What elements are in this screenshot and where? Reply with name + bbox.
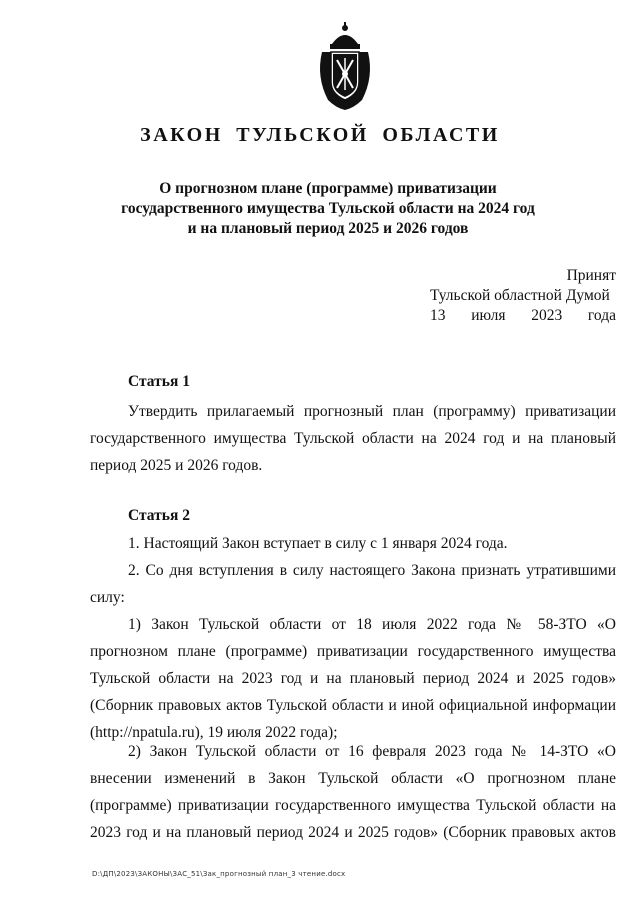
article-2-item-1: 1) Закон Тульской области от 18 июля 2022 года № 58-ЗТО «О прогнозном плане (программе) приватизации государственного имущества Тульской области на 2023 год и на плановый период 2024 и 2025 годов» (Сборник правовых актов Тульской области и иной официальной информации (http://npatula.ru), 19 июля 2022 года); <box>90 616 616 741</box>
article-2-paragraph-1: 1. Настоящий Закон вступает в силу с 1 января 2024 года. <box>128 535 508 552</box>
article-1-heading: Статья 1 <box>128 373 190 390</box>
article-2-item-2: 2) Закон Тульской области от 16 февраля 2023 года № 14-ЗТО «О внесении изменений в Закон Тульской области «О прогнозном плане (программе) приватизации государственного имущества Тульской области на 2023 год и на плановый период 2024 и 2025 годов» (Сборник правовых актов <box>90 743 616 841</box>
adopted-by: Тульской областной Думой <box>430 287 610 304</box>
article-2-heading: Статья 2 <box>128 507 190 524</box>
adoption-day: 13 <box>430 307 446 324</box>
adoption-month: июля <box>471 307 506 324</box>
law-subtitle <box>90 179 566 239</box>
adoption-year: 2023 <box>531 307 563 324</box>
coat-of-arms-icon <box>314 22 376 112</box>
law-title: ЗАКОН ТУЛЬСКОЙ ОБЛАСТИ <box>140 124 500 146</box>
article-1-text: Утвердить прилагаемый прогнозный план (программу) приватизации государственного имущества Тульской области на 2024 год и на плановый период 2025 и 2026 годов. <box>90 403 616 474</box>
article-2-paragraph-2: 2. Со дня вступления в силу настоящего Закона признать утратившими силу: <box>90 562 616 606</box>
subtitle-line: О прогнозном плане (программе) приватизации <box>159 180 497 197</box>
adopted-label: Принят <box>566 267 616 284</box>
file-path-footer: D:\ДП\2023\ЗАКОНЫ\ЗАС_51\Зак_прогнозный план_3 чтение.docx <box>92 870 346 878</box>
adoption-date <box>430 306 616 326</box>
adoption-year-word: года <box>587 307 616 324</box>
subtitle-line: государственного имущества Тульской области на 2024 год <box>121 200 535 217</box>
subtitle-line: и на плановый период 2025 и 2026 годов <box>187 220 469 237</box>
adoption-block <box>430 266 616 326</box>
